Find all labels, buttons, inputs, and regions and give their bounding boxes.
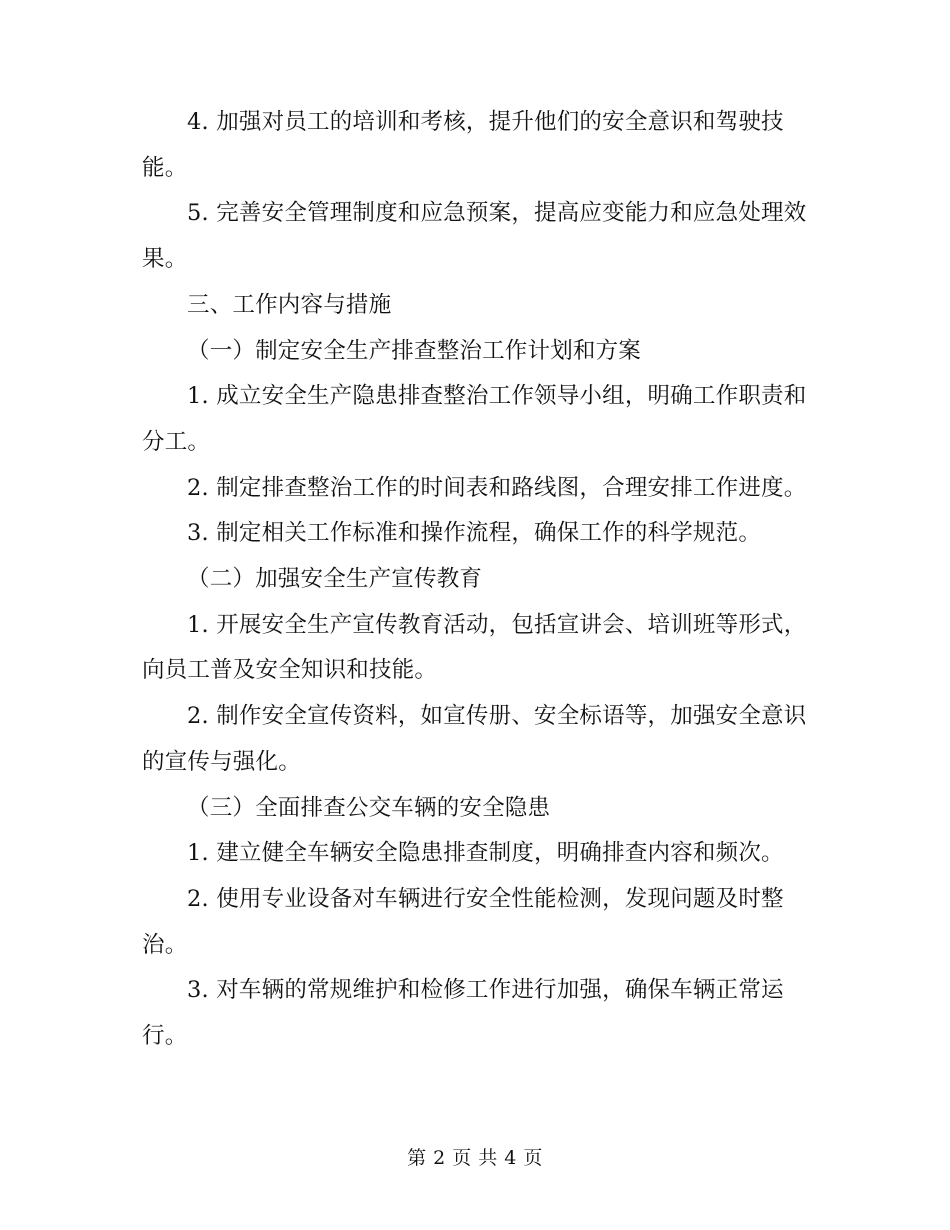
section-heading-3: 三、工作内容与措施 xyxy=(187,291,392,318)
paragraph-item-2: 2. 制定排查整治工作的时间表和路线图，合理安排工作进度。 xyxy=(187,474,807,501)
subsection-heading-2: （二）加强安全生产宣传教育 xyxy=(187,566,483,593)
paragraph-item-2: 2. 使用专业设备对车辆进行安全性能检测，发现问题及时整治。 xyxy=(142,885,784,958)
paragraph-item-3: 3. 对车辆的常规维护和检修工作进行加强，确保车辆正常运行。 xyxy=(142,977,784,1050)
paragraph-item-5: 5. 完善安全管理制度和应急预案，提高应变能力和应急处理效果。 xyxy=(142,200,807,273)
paragraph-item-3: 3. 制定相关工作标准和操作流程，确保工作的科学规范。 xyxy=(187,520,762,547)
subsection-heading-1: （一）制定安全生产排查整治工作计划和方案 xyxy=(187,337,642,364)
paragraph-item-2: 2. 制作安全宣传资料，如宣传册、安全标语等，加强安全意识的宣传与强化。 xyxy=(142,703,807,775)
paragraph-item-1: 1. 建立健全车辆安全隐患排查制度，明确排查内容和频次。 xyxy=(187,840,784,867)
paragraph-item-4: 4. 加强对员工的培训和考核，提升他们的安全意识和驾驶技能。 xyxy=(142,109,784,181)
paragraph-item-1: 1. 成立安全生产隐患排查整治工作领导小组，明确工作职责和分工。 xyxy=(142,383,807,455)
subsection-heading-3: （三）全面排查公交车辆的安全隐患 xyxy=(187,794,551,821)
paragraph-item-1: 1. 开展安全生产宣传教育活动，包括宣讲会、培训班等形式，向员工普及安全知识和技能。 xyxy=(142,611,807,684)
page-footer: 第 2 页 共 4 页 xyxy=(407,1147,543,1169)
document-body xyxy=(142,100,808,1060)
